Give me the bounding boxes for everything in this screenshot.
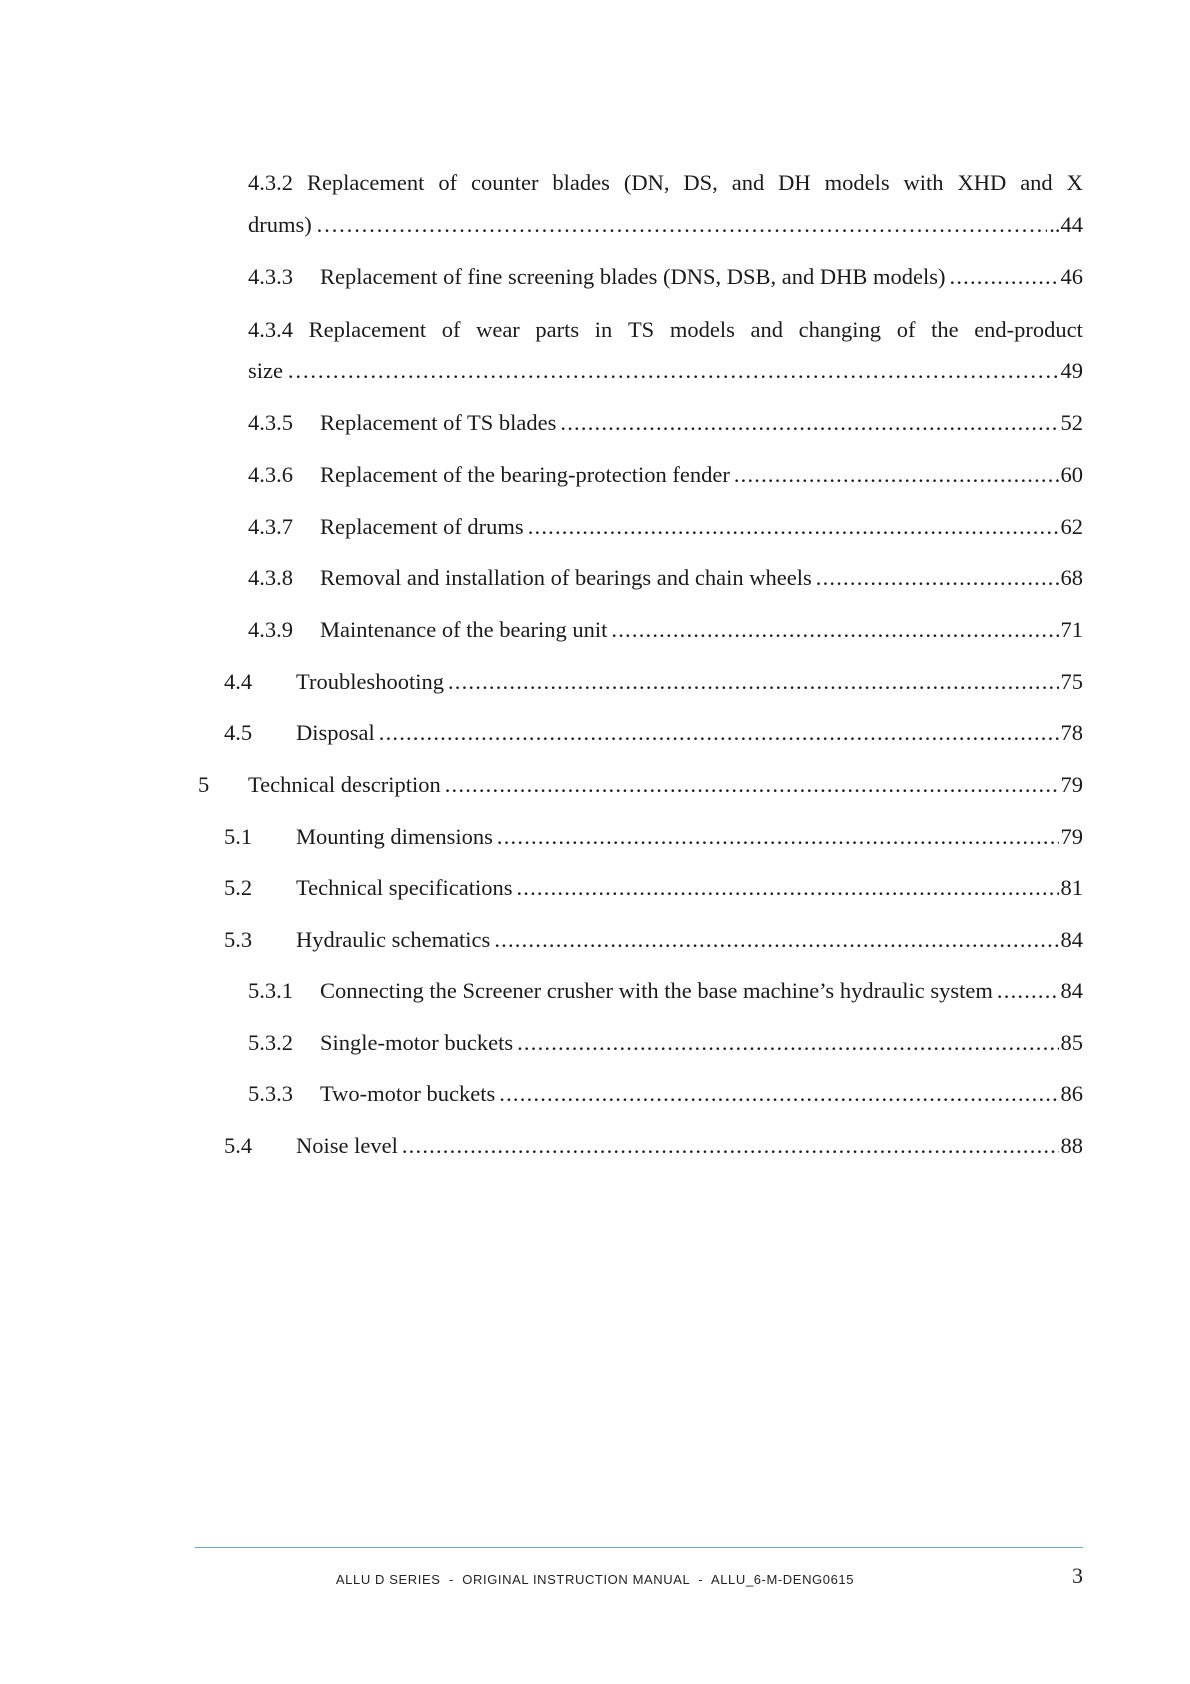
toc-entry-4-4[interactable] xyxy=(224,667,1083,697)
toc-entry-title: Noise level xyxy=(296,1133,398,1158)
toc-entry-page: 88 xyxy=(1060,1133,1083,1158)
toc-entry-page: 85 xyxy=(1060,1030,1083,1055)
toc-entry-number: 5.4 xyxy=(224,1133,253,1158)
toc-entry-page: 46 xyxy=(1060,264,1083,289)
toc-entry-number: 4.5 xyxy=(224,720,253,745)
toc-entry-4-3-5[interactable] xyxy=(248,408,1083,438)
toc-entry-number: 4.3.3 xyxy=(248,264,293,289)
toc-entry-number: 4.3.6 xyxy=(248,462,293,487)
toc-entry-4-3-6[interactable] xyxy=(248,460,1083,490)
toc-entry-page: 79 xyxy=(1060,824,1083,849)
toc-entry-number: 4.3.4 xyxy=(248,317,293,342)
toc-entry-page: 81 xyxy=(1060,875,1083,900)
toc-entry-number: 4.3.5 xyxy=(248,410,293,435)
toc-entry-4-5[interactable] xyxy=(224,718,1083,748)
dot-leader xyxy=(528,512,1059,542)
toc-entry-5-1[interactable] xyxy=(224,822,1083,852)
toc-entry-title: Troubleshooting xyxy=(296,669,444,694)
toc-entry-4-3-7[interactable] xyxy=(248,512,1083,542)
toc-entry-5-3-1[interactable] xyxy=(248,976,1083,1006)
toc-entry-number: 5.3.1 xyxy=(248,978,293,1003)
dot-leader xyxy=(516,873,1058,903)
toc-entry-4-3-4-line2[interactable] xyxy=(248,356,1083,386)
dot-leader xyxy=(497,822,1059,852)
toc-entry-page: 60 xyxy=(1060,462,1083,487)
toc-entry-title: Replacement of drums xyxy=(320,514,524,539)
footer-divider xyxy=(195,1547,1083,1548)
toc-entry-4-3-2-line1[interactable]: 4.3.2 Replacement of counter blades (DN, DS, and DH models with XHD and X xyxy=(248,168,1083,198)
toc-entry-5-2[interactable] xyxy=(224,873,1083,903)
toc-entry-4-3-3[interactable] xyxy=(248,262,1083,292)
toc-entry-number: 4.3.2 xyxy=(248,170,293,195)
toc-entry-title: Connecting the Screener crusher with the base machine’s hydraulic system xyxy=(320,978,993,1003)
toc-entry-page: 78 xyxy=(1060,720,1083,745)
toc-entry-number: 5.1 xyxy=(224,824,253,849)
dot-leader xyxy=(734,460,1059,490)
toc-entry-4-3-4-line1[interactable]: 4.3.4 Replacement of wear parts in TS models and changing of the end-product xyxy=(248,315,1083,345)
dot-leader xyxy=(445,770,1059,800)
toc-entry-title: Disposal xyxy=(296,720,375,745)
toc-entry-page: 71 xyxy=(1060,617,1083,642)
dot-leader xyxy=(816,563,1059,593)
footer-document-id: ALLU D SERIES - ORIGINAL INSTRUCTION MANUAL - ALLU_6-M-DENG0615 xyxy=(335,1572,855,1587)
toc-entry-page: 84 xyxy=(1060,927,1083,952)
toc-entry-title: Technical specifications xyxy=(296,875,513,900)
footer-page-number: 3 xyxy=(1072,1563,1083,1588)
toc-entry-page: 62 xyxy=(1060,514,1083,539)
toc-entry-5-3[interactable] xyxy=(224,925,1083,955)
dot-leader xyxy=(316,210,1048,240)
dot-leader xyxy=(494,925,1058,955)
toc-entry-4-3-8[interactable] xyxy=(248,563,1083,593)
dot-leader xyxy=(611,615,1058,645)
toc-entry-title: Replacement of TS blades xyxy=(320,410,557,435)
dot-leader xyxy=(517,1028,1058,1058)
toc-entry-number: 4.3.7 xyxy=(248,514,293,539)
toc-entry-title: Two-motor buckets xyxy=(320,1081,496,1106)
toc-entry-page: 52 xyxy=(1060,410,1083,435)
toc-entry-title: Replacement of the bearing-protection fender xyxy=(320,462,730,487)
dot-leader xyxy=(950,262,1059,292)
toc-entry-page: ..44 xyxy=(1049,212,1083,237)
toc-entry-number: 5.3.3 xyxy=(248,1081,293,1106)
toc-entry-page: 79 xyxy=(1060,772,1083,797)
toc-entry-page: 49 xyxy=(1060,358,1083,383)
toc-entry-5-4[interactable] xyxy=(224,1131,1083,1161)
toc-entry-page: 86 xyxy=(1060,1081,1083,1106)
toc-entry-number: 5.3.2 xyxy=(248,1030,293,1055)
toc-entry-title: Hydraulic schematics xyxy=(296,927,491,952)
toc-entry-title: drums) xyxy=(248,212,312,237)
dot-leader xyxy=(997,976,1059,1006)
toc-entry-5-3-3[interactable] xyxy=(248,1079,1083,1109)
toc-entry-title: Removal and installation of bearings and chain wheels xyxy=(320,565,812,590)
toc-entry-page: 68 xyxy=(1060,565,1083,590)
dot-leader xyxy=(402,1131,1059,1161)
dot-leader xyxy=(379,718,1059,748)
toc-entry-5[interactable] xyxy=(198,770,1083,800)
dot-leader xyxy=(287,356,1059,386)
toc-entry-number: 4.3.9 xyxy=(248,617,293,642)
toc-entry-4-3-9[interactable] xyxy=(248,615,1083,645)
toc-entry-title: Single-motor buckets xyxy=(320,1030,514,1055)
dot-leader xyxy=(448,667,1059,697)
toc-entry-page: 75 xyxy=(1060,669,1083,694)
toc-entry-number: 4.4 xyxy=(224,669,253,694)
toc-entry-title: Maintenance of the bearing unit xyxy=(320,617,608,642)
toc-entry-title: size xyxy=(248,358,283,383)
toc-entry-number: 5.3 xyxy=(224,927,253,952)
toc-entry-number: 5.2 xyxy=(224,875,253,900)
dot-leader xyxy=(560,408,1058,438)
toc-entry-title: Mounting dimensions xyxy=(296,824,493,849)
toc-entry-number: 5 xyxy=(198,772,210,797)
toc-entry-5-3-2[interactable] xyxy=(248,1028,1083,1058)
toc-entry-title: Replacement of fine screening blades (DNS, DSB, and DHB models) xyxy=(320,264,946,289)
toc-entry-title: Technical description xyxy=(248,772,441,797)
toc-entry-number: 4.3.8 xyxy=(248,565,293,590)
toc-entry-4-3-2-line2[interactable] xyxy=(248,210,1083,240)
toc-entry-page: 84 xyxy=(1060,978,1083,1003)
dot-leader xyxy=(499,1079,1058,1109)
